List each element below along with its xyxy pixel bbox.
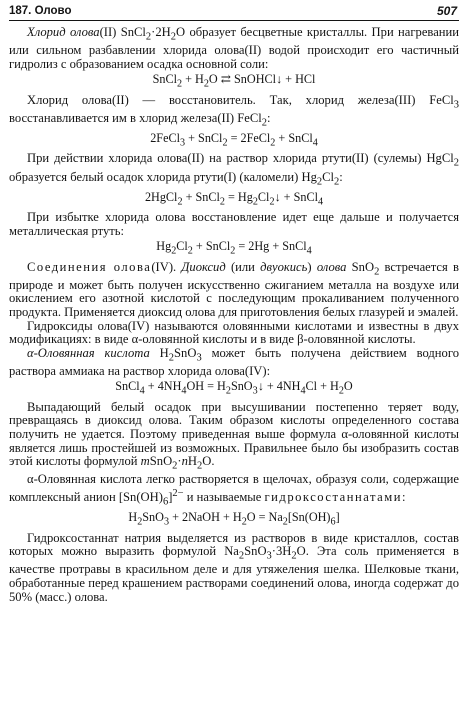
equation: 2FeCl$_3$ + SnCl$_2$ = 2FeCl$_2$ + SnCl$_4$ [150,130,318,149]
paragraph: При избытке хлорида олова восстановление идет еще дальше и получается металлическая ртуть: [9,210,459,238]
paragraph: Гидроксиды олова(IV) называются оловянными кислотами и известны в двух модификациях: в виде α-оловянной кислоты и в виде β-оловянной кислоты. [9,318,459,347]
paragraph: Гидроксостаннат натрия выделяется из растворов в виде кристаллов, состав которых можно выразить формулой $Na_2SnO_3\cdot 3H_2O$. Эта соль применяется в качестве протравы в красильном деле и для утяжеления шелка. Шелковые ткани, обработанные перед крашением растворами соединений олова, иногда содержат до 50% (масс.) олова. [9,530,459,604]
section-title: 187. Олово [9,5,72,17]
equation: $Hg_2Cl_2$ + SnCl$_2$ = 2Hg + SnCl$_4$ [156,239,312,257]
paragraph: Соединения олова(IV). Диоксид (или двуокись) олова SnO$_2$ встречается в природе и может быть получен искусственно сжиганием металла на воздухе или окислением его азотной кислотой с последующим прокаливанием полученного продукта. Применяется диоксид олова для приготовления белых глазурей и эмалей. [9,259,459,319]
paragraph: Выпадающий белый осадок при высушивании постепенно теряет воду, превращаясь в диоксид олова. Таким образом кислоты определенного состава получить не удается. Поэтому приведенная выше формула α-оловянной кислоты является лишь простейшей из возможных. Правильнее было бы изобразить состав этой кислоты формулой $mSnO_2\cdot nH_2O$. [9,399,459,472]
paragraph: α-Оловянная кислота $H_2SnO_3$ может быть получена действием водного раствора аммиака на раствор хлорида олова(IV): [9,345,459,378]
paragraph: Хлорид олова(II) — восстановитель. Так, хлорид железа(III) FeCl$_3$ восстанавливается им в хлорид железа(II) FeCl$_2$: [9,92,459,129]
equation: SnCl$_2$ + $H_2O$ ⇄ SnOHCl↓ + HCl [152,72,316,90]
equation: $H_2SnO_3$ + 2NaOH + $H_2O = Na_2[Sn(OH)_6]$ [128,510,340,528]
equation: SnCl$_4$ + $4NH_4OH$ = $H_2SnO_3↓ + 4NH_4Cl + H_2O$ [115,379,353,397]
paragraph: При действии хлорида олова(II) на раствор хлорида ртути(II) (сулемы) HgCl$_2$ образуется белый осадок хлорида ртути(I) (каломели) $Hg_2Cl_2$: [9,151,459,188]
equation: 2HgCl$_2$ + SnCl$_2$ = $Hg_2Cl_2↓$ + SnCl$_4$ [144,189,324,208]
running-header [9,2,459,21]
document-body [9,26,459,604]
paragraph: α-Оловянная кислота легко растворяется в щелочах, образуя соли, содержащие комплексный анион $[Sn(OH)_6]^{2-}$ и называемые гидроксостаннатами: [9,472,459,508]
paragraph: Хлорид олова(II) $SnCl_2\cdot 2H_2O$ образует бесцветные кристаллы. При нагревании или сильном разбавлении хлорида олова(II) водой происходит его частичный гидролиз с образованием осадка основной соли: [9,25,460,71]
page-number: 507 [436,4,457,18]
